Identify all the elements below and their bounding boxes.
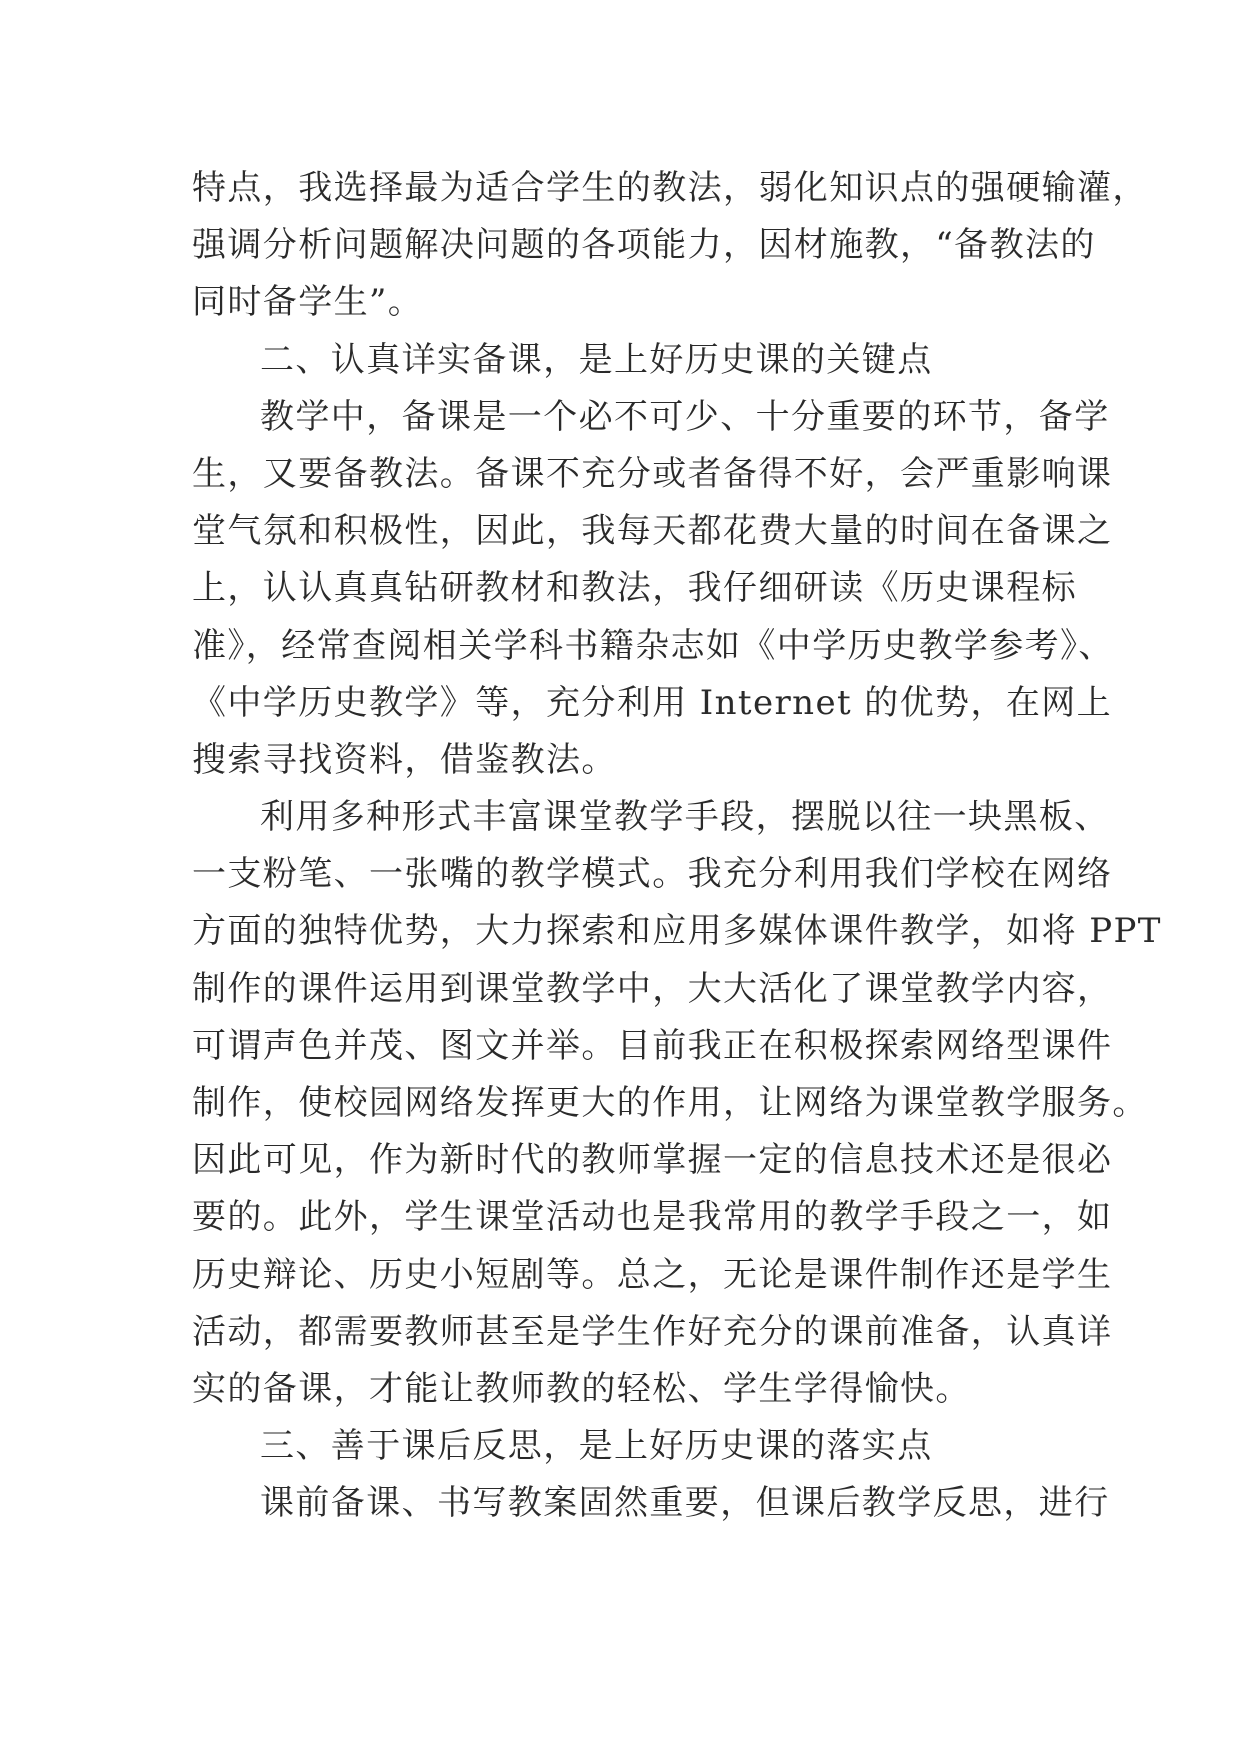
- text-line-14: 方面的独特优势，大力探索和应用多媒体课件教学，如将 PPT: [192, 911, 1162, 952]
- text-line-24: 课前备课、书写教案固然重要，但课后教学反思，进行: [260, 1483, 1110, 1524]
- text-line-12: 利用多种形式丰富课堂教学手段，摆脱以往一块黑板、: [260, 797, 1110, 838]
- text-line-9: 准》，经常查阅相关学科书籍杂志如《中学历史教学参考》、: [192, 625, 1114, 666]
- text-line-3: 同时备学生”。: [192, 282, 424, 323]
- section-heading-2: 二、认真详实备课，是上好历史课的关键点: [260, 339, 933, 380]
- text-line-11: 搜索寻找资料，借鉴教法。: [192, 739, 617, 780]
- text-line-5: 教学中，备课是一个必不可少、十分重要的环节，备学: [260, 396, 1110, 437]
- document-body: [192, 160, 1162, 1533]
- text-line-2: 强调分析问题解决问题的各项能力，因材施教，“备教法的: [192, 225, 1096, 266]
- text-line-17: 制作，使校园网络发挥更大的作用，让网络为课堂教学服务。: [192, 1083, 1148, 1123]
- text-line-16: 可谓声色并茂、图文并举。目前我正在积极探索网络型课件: [192, 1025, 1113, 1066]
- section-heading-3: 三、善于课后反思，是上好历史课的落实点: [260, 1426, 933, 1467]
- text-line-13: 一支粉笔、一张嘴的教学模式。我充分利用我们学校在网络: [192, 854, 1113, 895]
- text-line-18: 因此可见，作为新时代的教师掌握一定的信息技术还是很必: [192, 1140, 1113, 1181]
- text-line-19: 要的。此外，学生课堂活动也是我常用的教学手段之一，如: [192, 1197, 1113, 1238]
- text-line-15: 制作的课件运用到课堂教学中，大大活化了课堂教学内容，: [192, 968, 1113, 1009]
- text-line-21: 活动，都需要教师甚至是学生作好充分的课前准备，认真详: [192, 1311, 1113, 1352]
- text-line-1: 特点，我选择最为适合学生的教法，弱化知识点的强硬输灌，: [192, 168, 1148, 208]
- text-line-8: 上，认认真真钻研教材和教法，我仔细研读《历史课程标: [192, 568, 1077, 609]
- text-line-20: 历史辩论、历史小短剧等。总之，无论是课件制作还是学生: [192, 1254, 1113, 1295]
- text-line-7: 堂气氛和积极性，因此，我每天都花费大量的时间在备课之: [192, 511, 1113, 552]
- text-line-22: 实的备课，才能让教师教的轻松、学生学得愉快。: [192, 1368, 971, 1409]
- text-line-6: 生，又要备教法。备课不充分或者备得不好，会严重影响课: [192, 453, 1113, 494]
- text-line-10: 《中学历史教学》等，充分利用 Internet 的优势，在网上: [192, 682, 1113, 723]
